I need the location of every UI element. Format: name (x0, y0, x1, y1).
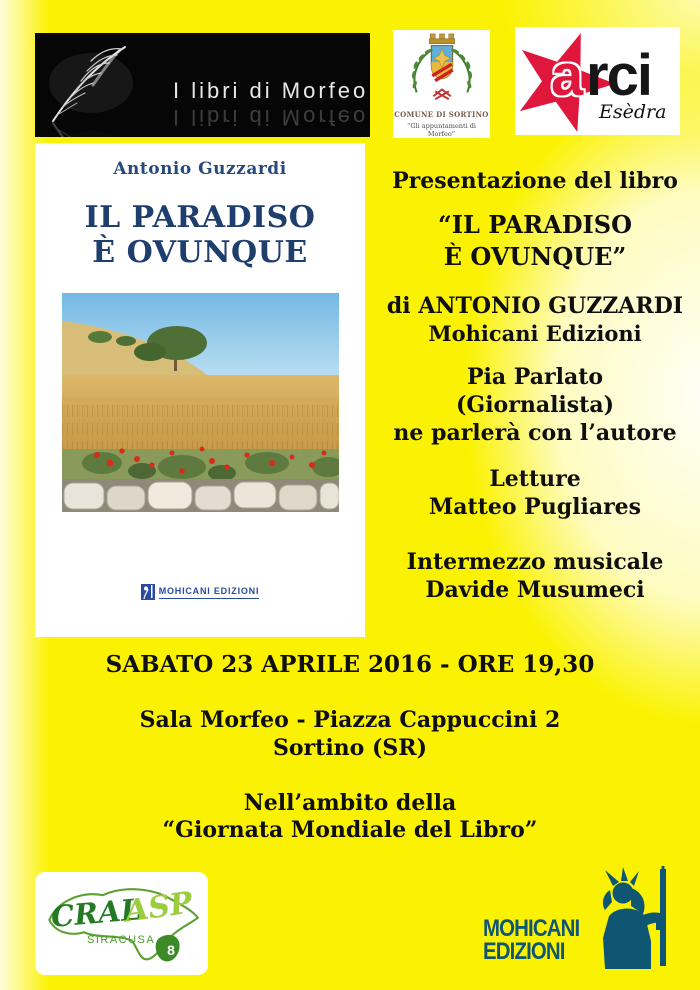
cover-author: Antonio Guzzardi (113, 159, 287, 179)
arci-logo-box (515, 27, 680, 135)
banner-title-reflection: I libri di Morfeo (173, 105, 369, 130)
arci-letter-a: a (551, 43, 584, 108)
cover-publisher-row (35, 584, 365, 600)
book-cover (35, 143, 365, 637)
music-label: Intermezzo musicale (406, 549, 664, 575)
presentation-line: Presentazione del libro (392, 168, 678, 194)
publisher-mark-icon (141, 584, 155, 600)
event-occasion-line2: “Giornata Mondiale del Libro” (162, 817, 538, 843)
moderator-name: Pia Parlato (466, 364, 604, 390)
cover-publisher-text: MOHICANI EDIZIONI (159, 586, 260, 599)
mohican-figure-icon (593, 866, 679, 969)
coat-of-arms-icon (403, 32, 481, 106)
event-occasion-line1: Nell’ambito della (243, 790, 457, 816)
arci-letters-rci: rci (586, 43, 651, 108)
mohicani-line2: EDIZIONI (483, 938, 565, 965)
music-name: Davide Musumeci (425, 577, 645, 603)
morfeo-banner (35, 33, 370, 137)
feather-icon (39, 35, 174, 137)
cral-number: 8 (167, 942, 175, 958)
moderator-role: (Giornalista) (456, 392, 614, 418)
cover-photo (62, 293, 339, 512)
event-venue-line1: Sala Morfeo - Piazza Cappuccini 2 (139, 707, 561, 733)
event-date-time: SABATO 23 APRILE 2016 - ORE 19,30 (105, 651, 595, 678)
quoted-title-line1: “IL PARADISO (437, 210, 633, 239)
banner-title: I libri di Morfeo (173, 78, 369, 103)
author-line: di ANTONIO GUZZARDI (386, 293, 684, 319)
readings-name: Matteo Pugliares (428, 494, 642, 520)
cover-title (35, 200, 365, 270)
cover-title-line1: IL PARADISO (84, 200, 316, 235)
event-venue-line2: Sortino (SR) (273, 735, 427, 761)
comune-subtitle: “Gli appuntamenti di Morfeo” (407, 122, 476, 138)
cral-name: CRAL (49, 892, 143, 934)
cral-city: SIRACUSA (87, 934, 156, 946)
comune-name: COMUNE DI SORTINO (394, 110, 489, 119)
cral-logo-box (35, 872, 208, 975)
comune-logo-box (393, 30, 490, 138)
mohicani-logo-text (483, 917, 594, 963)
mohicani-line1: MOHICANI (483, 915, 580, 942)
cral-asp: ASP (122, 885, 195, 930)
moderator-note: ne parlerà con l’autore (393, 420, 677, 446)
cover-title-line2: È OVUNQUE (92, 235, 308, 270)
quoted-title-line2: È OVUNQUE” (443, 242, 627, 271)
publisher-line: Mohicani Edizioni (428, 321, 642, 346)
arci-subtitle: Esèdra (599, 101, 667, 123)
readings-label: Letture (489, 466, 581, 492)
